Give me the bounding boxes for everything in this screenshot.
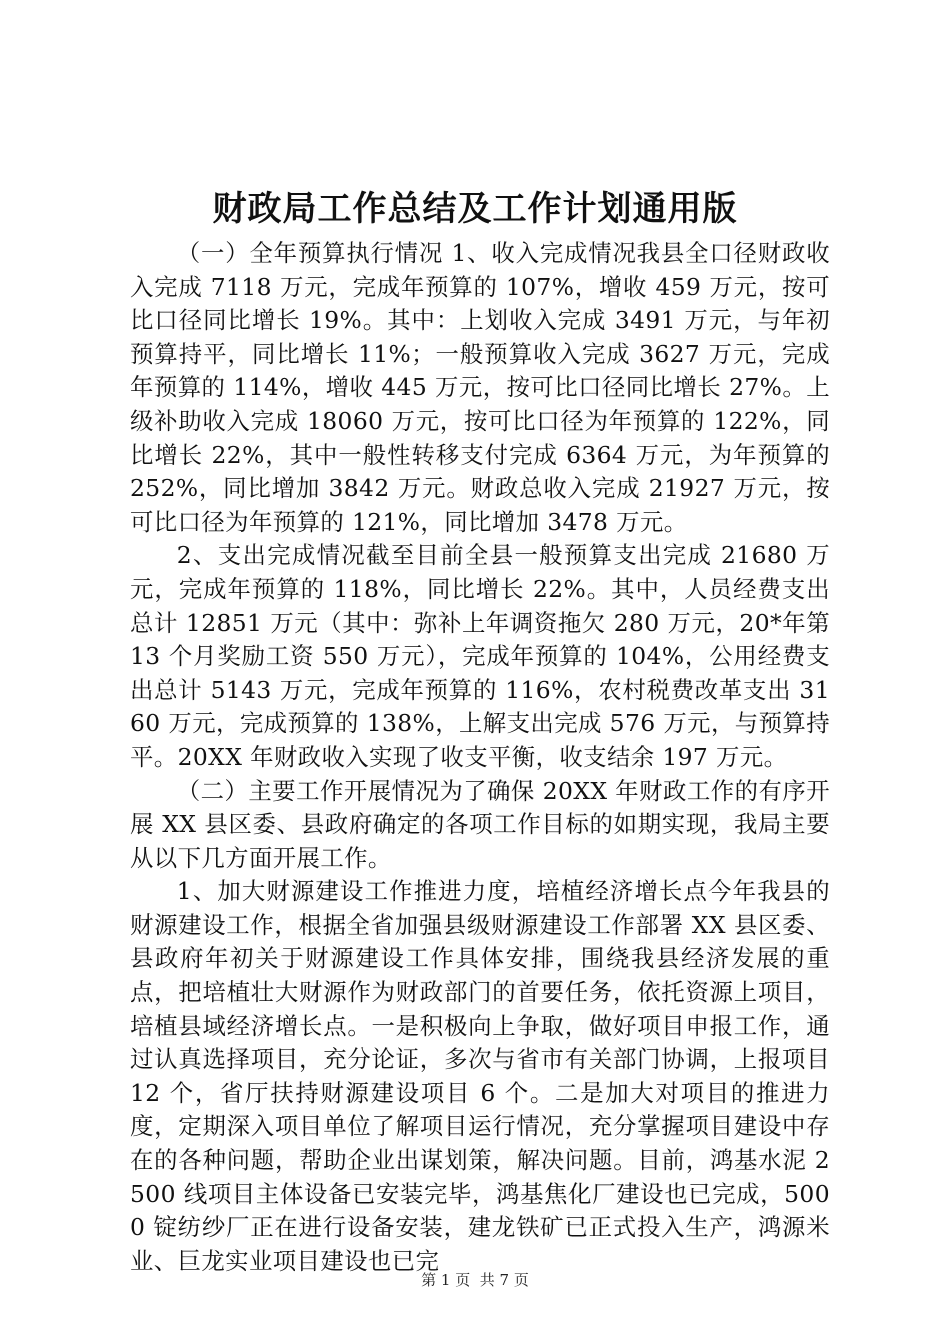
document-body [130,237,830,1278]
paragraph-main-work: （二）主要工作开展情况为了确保 20XX 年财政工作的有序开展 XX 县区委、县政府确定的各项工作目标的如期实现，我局主要从以下几方面开展工作。 [130,776,830,872]
document-title: 财政局工作总结及工作计划通用版 [212,189,738,229]
page-number: 第 1 页 [421,1271,471,1289]
page-total: 共 7 页 [479,1271,529,1289]
paragraph-expenditure: 2、支出完成情况截至目前全县一般预算支出完成 21680 万元，完成年预算的 118%，同比增长 22%。其中，人员经费支出总计 12851 万元（其中：弥补上年调资拖欠 280 万元，20*年第 13 个月奖励工资 550 万元），完成年预算的 104%，公用经费支出总计 5143 万元，完成年预算的 116%，农村税费改革支出 3160 万元，完成预算的 138%，上解支出完成 576 万元，与预算持平。20XX 年财政收入实现了收支平衡，收支结余 197 万元。 [130,541,830,771]
paragraph-revenue-sources: 1、加大财源建设工作推进力度，培植经济增长点今年我县的财源建设工作，根据全省加强县级财源建设工作部署 XX 县区委、县政府年初关于财源建设工作具体安排，围绕我县经济发展的重点，把培植壮大财源作为财政部门的首要任务，依托资源上项目，培植县域经济增长点。一是积极向上争取，做好项目申报工作，通过认真选择项目，充分论证，多次与省市有关部门协调，上报项目 12 个，省厅扶持财源建设项目 6 个。二是加大对项目的推进力度，定期深入项目单位了解项目运行情况，充分掌握项目建设中存在的各种问题，帮助企业出谋划策，解决问题。目前，鸿基水泥 2500 线项目主体设备已安装完毕，鸿基焦化厂建设也已完成，5000 锭纺纱厂正在进行设备安装，建龙铁矿已正式投入生产，鸿源米业、巨龙实业项目建设也已完 [130,877,830,1275]
page-footer [0,1270,950,1290]
paragraph-budget-execution: （一）全年预算执行情况 1、收入完成情况我县全口径财政收入完成 7118 万元，完成年预算的 107%，增收 459 万元，按可比口径同比增长 19%。其中：上划收入完成 3491 万元，与年初预算持平，同比增长 11%；一般预算收入完成 3627 万元，完成年预算的 114%，增收 445 万元，按可比口径同比增长 27%。上级补助收入完成 18060 万元，按可比口径为年预算的 122%，同比增长 22%，其中一般性转移支付完成 6364 万元，为年预算的 252%，同比增加 3842 万元。财政总收入完成 21927 万元，按可比口径为年预算的 121%，同比增加 3478 万元。 [130,239,830,536]
